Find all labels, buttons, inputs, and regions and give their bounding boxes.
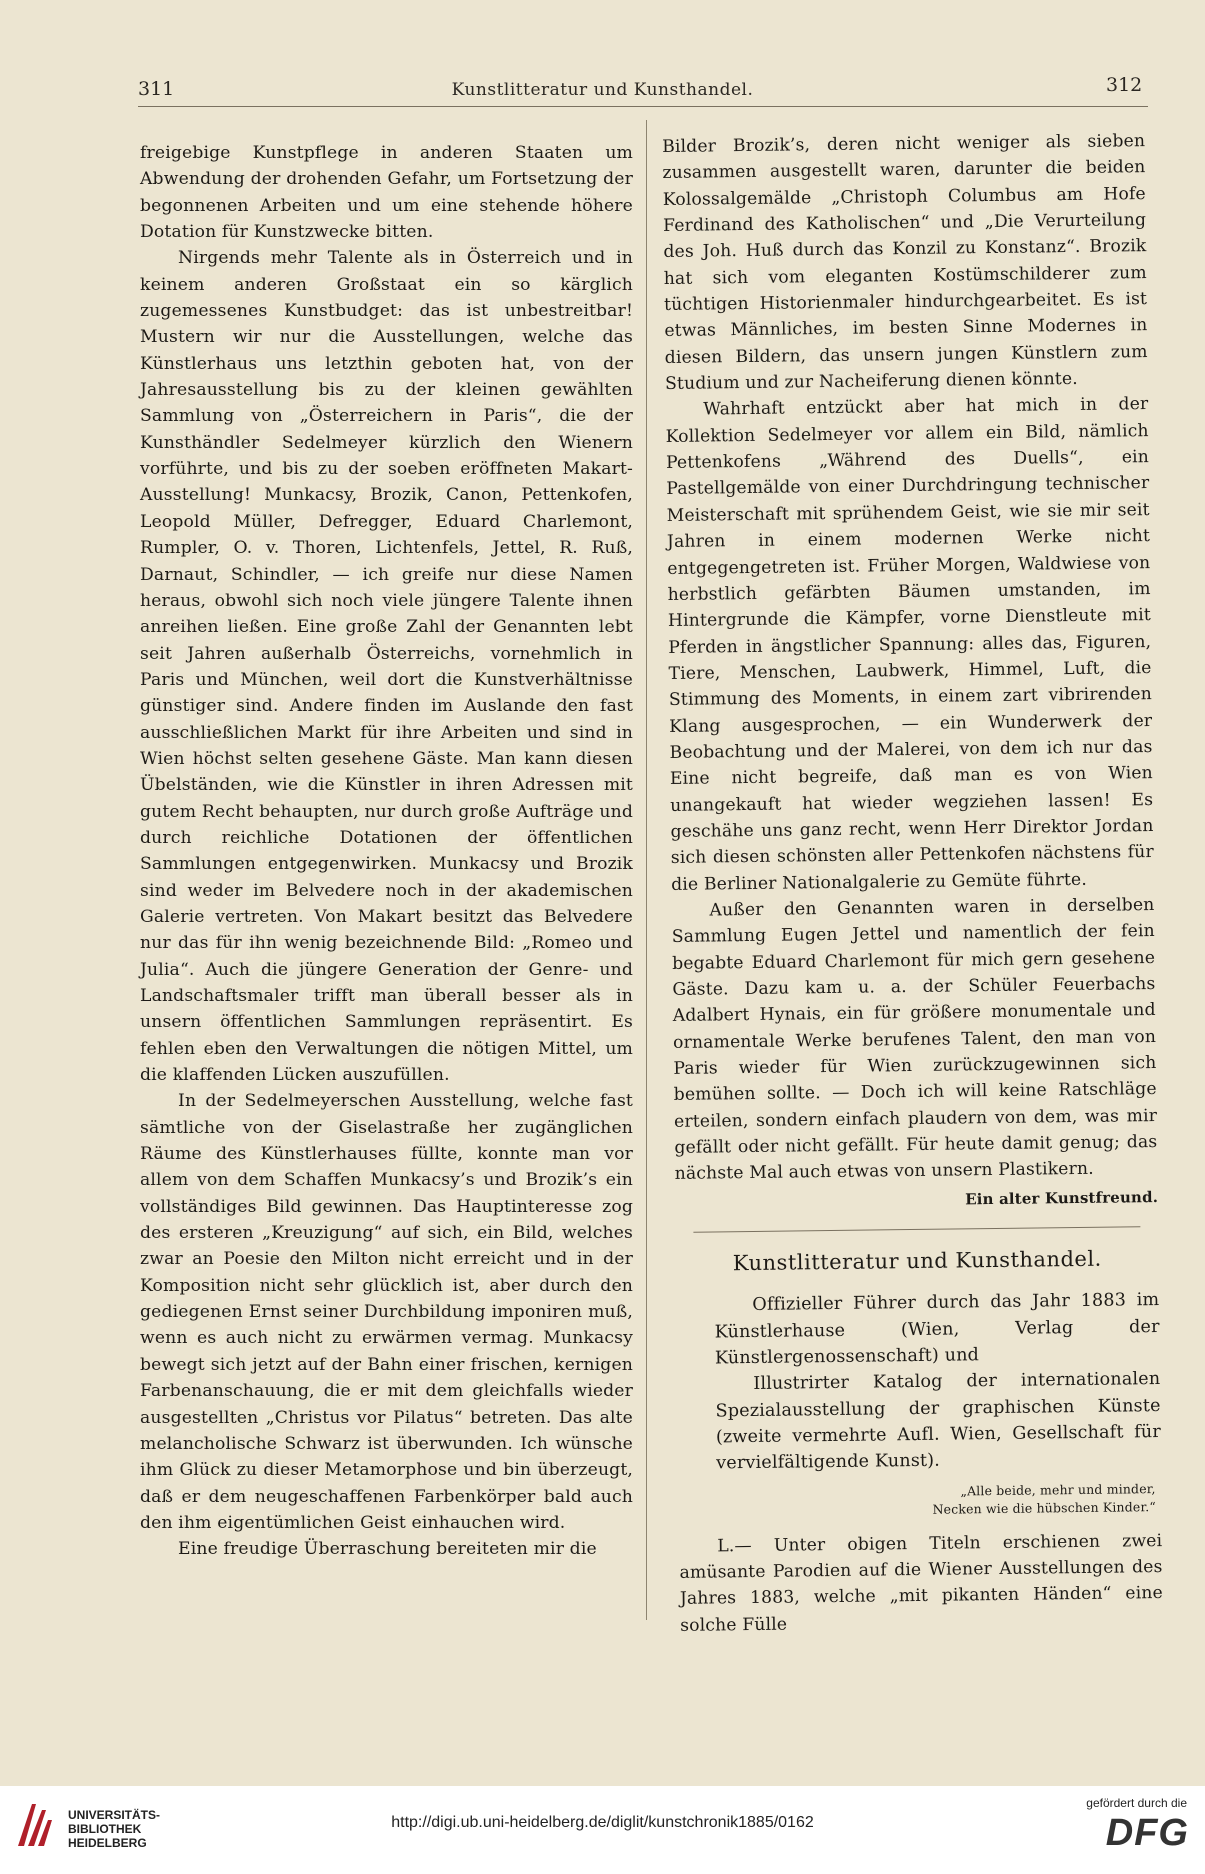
section-rule — [693, 1226, 1140, 1232]
dfg-logo: DFG — [1105, 1812, 1189, 1854]
funded-by-label: gefördert durch die — [1086, 1796, 1187, 1810]
paragraph: In der Sedelmeyerschen Ausstellung, welche fast sämtliche von der Giselastraße her zugänglichen Räume des Künstlerhauses füllte, konnte man vor allem von dem Schaffen Munkacsy’s und Brozik’s ein vollständiges Bild gewinnen. Das Hauptinteresse zog des ersteren „Kreuzigung“ auf sich, ein Bild, welches zwar an Poesie den Milton nicht erreicht und in der Komposition nicht sehr glücklich ist, aber durch den gediegenen Ernst seiner Durchbildung imponiren muß, wenn es auch nicht zu erwärmen vermag. Munkacsy bewegt sich jetzt auf der Bahn einer frischen, kernigen Farbenanschauung, die er mit dem gleichfalls wieder ausgestellten „Christus vor Pilatus“ betreten. Das alte melancholische Schwarz ist überwunden. Ich wünsche ihm Glück zu dieser Metamorphose und bin überzeugt, daß er dem neugeschaffenen Farbenkörper bald auch den ihm eigentümlichen Geist einhauchen wird. — [140, 1091, 633, 1533]
running-head — [0, 74, 1205, 108]
running-title: Kunstlitteratur und Kunsthandel. — [451, 80, 754, 100]
left-column — [140, 140, 633, 1563]
paragraph: Außer den Genannten waren in derselben Sammlung Eugen Jettel und namentlich der fein begabte Eduard Charlemont für mich gern gesehene Gäste. Dazu kam u. a. der Schüler Feuerbachs Adalbert Hynais, ein für größere monumentale und ornamentale Werke berufenes Talent, den man von Paris wieder für Wien zurückzugewinnen sich bemühen sollte. — Doch ich will keine Ratschläge erteilen, sondern einfach plaudern von dem, was mir gefällt oder nicht gefällt. Für heute damit genug; das nächste Mal auch etwas von unsern Plastikern. — [671, 895, 1158, 1185]
motto-line: „Alle beide, mehr und minder, — [960, 1480, 1156, 1498]
paragraph: Bilder Brozik’s, deren nicht weniger als sieben zusammen ausgestellt waren, darunter die beiden Kolossalgemälde „Christoph Columbus am Hofe Ferdinand des Katholischen“ und „Die Verurteilung des Joh. Huß durch das Konzil zu Konstanz“. Brozik hat sich vom eleganten Kostümschilderer zum tüchtigen Historienmaler hindurchgearbeitet. Es ist etwas Männliches, im besten Sinne Modernes in diesen Bildern, das unsern jungen Künstlern zum Studium und zur Nacheiferung dienen könnte. — [662, 131, 1148, 395]
bibliography-entry: Offizieller Führer durch das Jahr 1883 im Künstlerhause (Wien, Verlag der Künstlergenossenschaft) und — [714, 1290, 1160, 1369]
bibliography-entry: Illustrirter Katalog der internationalen Spezialausstellung der graphischen Künste (zweite vermehrte Aufl. Wien, Gesellschaft für vervielfältigende Kunst). — [715, 1369, 1162, 1474]
column-divider — [646, 120, 647, 1620]
author-signature: Ein alter Kunstfreund. — [965, 1187, 1159, 1209]
right-column — [662, 128, 1163, 1639]
footer-bar — [0, 1786, 1205, 1874]
section-title: Kunstlitteratur und Kunsthandel. — [732, 1246, 1102, 1276]
motto-line: Necken wie die hübschen Kinder.“ — [932, 1498, 1156, 1517]
university-name-line: UNIVERSITÄTS- — [68, 1808, 161, 1822]
source-url-link[interactable]: http://digi.ub.uni-heidelberg.de/diglit/kunstchronik1885/0162 — [391, 1814, 814, 1831]
paragraph: L.— Unter obigen Titeln erschienen zwei amüsante Parodien auf die Wiener Ausstellungen des Jahres 1883, welche „mit pikanten Händen“ eine solche Fülle — [679, 1530, 1163, 1636]
university-name-line: HEIDELBERG — [68, 1836, 147, 1850]
motto — [679, 1480, 1156, 1522]
paragraph: Wahrhaft entzückt aber hat mich in der Kollektion Sedelmeyer vor allem ein Bild, nämlich Pettenkofens „Während des Duells“, ein Pastellgemälde von einer Durchdringung technischer Meisterschaft mit sprühendem Geist, wie sie mir seit Jahren in einem modernen Werke nicht entgegengetreten ist. Früher Morgen, Waldwiese von herbstlich gefärbten Bäumen umstanden, im Hintergrunde die Kämpfer, vorne Dienstleute mit Pferden in ängstlicher Spannung: alles das, Figuren, Tiere, Menschen, Laubwerk, Himmel, Luft, die Stimmung des Moments, in einem zart vibrirenden Klang ausgesprochen, — ein Wunderwerk der Beobachtung und der Malerei, von dem ich nur das Eine nicht begreife, daß man es von Wien unangekauft hat wieder wegziehen lassen! Es geschähe uns ganz recht, wenn Herr Direktor Jordan sich diesen schönsten aller Pettenkofen nächstens für die Berliner Nationalgalerie zu Gemüte führte. — [665, 394, 1154, 895]
page-number-right: 312 — [1106, 74, 1143, 96]
paragraph: Nirgends mehr Talente als in Österreich und in keinem anderen Großstaat ein so kärglich zugemessenes Kunstbudget: das ist unbestreitbar! Mustern wir nur die Ausstellungen, welche das Künstlerhaus uns letzthin geboten hat, von der Jahresausstellung bis zu der kleinen gewählten Sammlung von „Österreichern in Paris“, die der Kunsthändler Sedelmeyer kürzlich den Wienern vorführte, und bis zu der soeben eröffneten Makart-Ausstellung! Munkacsy, Brozik, Canon, Pettenkofen, Leopold Müller, Defregger, Eduard Charlemont, Rumpler, O. v. Thoren, Lichtenfels, Jettel, R. Ruß, Darnaut, Schindler, — ich greife nur diese Namen heraus, obwohl sich noch viele jüngere Talente ihnen anreihen ließen. Eine große Zahl der Genannten lebt seit Jahren außerhalb Österreichs, vornehmlich in Paris und München, weil dort die Kunstverhältnisse günstiger sind. Andere finden im Auslande den fast ausschließlichen Markt für ihre Arbeiten und sind in Wien höchst selten gesehene Gäste. Man kann diesen Übelständen, wie die Künstler in ihren Adressen mit gutem Recht behaupten, nur durch große Aufträge und durch reichliche Dotationen der öffentlichen Sammlungen entgegenwirken. Munkacsy und Brozik sind weder im Belvedere noch in der akademischen Galerie vertreten. Von Makart besitzt das Belvedere nur das für ihn wenig bezeichnende Bild: „Romeo und Julia“. Auch die jüngere Generation der Genre- und Landschaftsmaler trifft man überall besser als in unsern öffentlichen Sammlungen repräsentirt. Es fehlen eben den Verwaltungen die nötigen Mittel, um die klaffenden Lücken auszufüllen. — [140, 248, 633, 1086]
page-number-left: 311 — [138, 78, 175, 100]
paragraph: Eine freudige Überraschung bereiteten mir die — [178, 1539, 597, 1560]
paragraph: freigebige Kunstpflege in anderen Staaten um Abwendung der drohenden Gefahr, um Fortsetzung der begonnenen Arbeiten und um eine stehende höhere Dotation für Kunstzwecke bitten. — [140, 143, 633, 243]
header-rule — [138, 106, 1148, 107]
university-name-line: BIBLIOTHEK — [68, 1822, 142, 1836]
